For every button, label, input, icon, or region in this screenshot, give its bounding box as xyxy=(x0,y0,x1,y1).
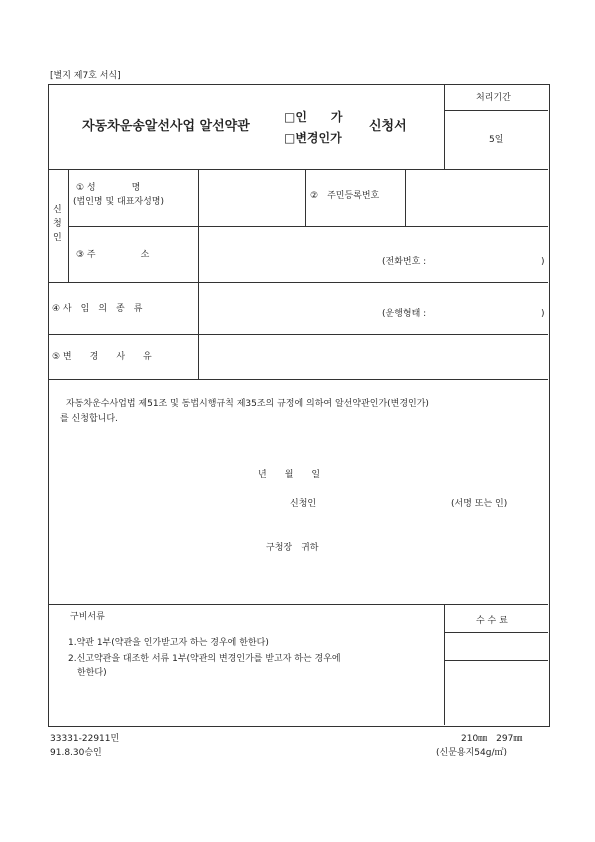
name-field[interactable] xyxy=(199,171,304,225)
title-option-approval: □인 가 xyxy=(284,110,343,124)
applicant-side-label-2: 청 xyxy=(53,219,62,229)
addressee: 구청장 귀하 xyxy=(266,543,319,553)
documents-header: 구비서류 xyxy=(70,612,105,622)
date-line: 년 월 일 xyxy=(258,470,321,480)
resident-id-label: ② 주민등록번호 xyxy=(310,191,380,201)
document-item-2: 2.신고약관을 대조한 서류 1부(약관의 변경인가를 받고자 하는 경우에 xyxy=(68,654,341,664)
change-reason-field[interactable] xyxy=(199,335,547,378)
phone-close-paren: ) xyxy=(541,257,545,267)
title-suffix: 신청서 xyxy=(369,119,407,134)
address-label: ③ 주 소 xyxy=(76,250,150,260)
operation-close-paren: ) xyxy=(541,309,545,319)
phone-hint: (전화번호 : xyxy=(382,257,427,267)
fee-label: 수 수 료 xyxy=(476,616,508,626)
form-tag: [별지 제7호 서식] xyxy=(50,71,121,81)
paper-size: 210㎜ 297㎜ xyxy=(461,734,523,744)
form-code: 33331-22911민 xyxy=(50,734,120,744)
address-field[interactable] xyxy=(199,227,547,281)
business-type-field[interactable] xyxy=(199,283,547,333)
title-option-change: □변경인가 xyxy=(284,131,342,145)
document-item-2-cont: 한한다) xyxy=(77,668,107,678)
processing-value: 5일 xyxy=(489,135,504,145)
fee-field[interactable] xyxy=(445,633,547,659)
signer-label: 신청인 xyxy=(290,499,317,509)
applicant-side-label-1: 신 xyxy=(53,205,62,215)
processing-label: 처리기간 xyxy=(476,93,511,103)
approval-date: 91.8.30승인 xyxy=(50,748,102,758)
name-label: ① 성 명 xyxy=(76,183,141,193)
operation-type-hint: (운행형태 : xyxy=(382,309,427,319)
paper-type: (신문용지54g/㎡) xyxy=(436,748,507,758)
change-reason-label: ⑤ 변 경 사 유 xyxy=(52,352,152,362)
business-type-label: ④ 사 임 의 종 류 xyxy=(52,304,143,314)
applicant-side-label-3: 인 xyxy=(53,233,62,243)
name-sublabel: (법인명 및 대표자성명) xyxy=(73,197,164,207)
statement-line-2: 를 신청합니다. xyxy=(60,414,118,424)
statement-line-1: 자동차운수사업법 제51조 및 동법시행규칙 제35조의 규정에 의하여 알선약관인가(변경인가) xyxy=(66,399,429,409)
document-item-1: 1.약관 1부(약관을 인가받고자 하는 경우에 한한다) xyxy=(68,638,269,648)
title-main: 자동차운송알선사업 알선약관 xyxy=(82,119,250,134)
resident-id-field[interactable] xyxy=(406,171,547,225)
signature-hint: (서명 또는 인) xyxy=(451,499,508,509)
